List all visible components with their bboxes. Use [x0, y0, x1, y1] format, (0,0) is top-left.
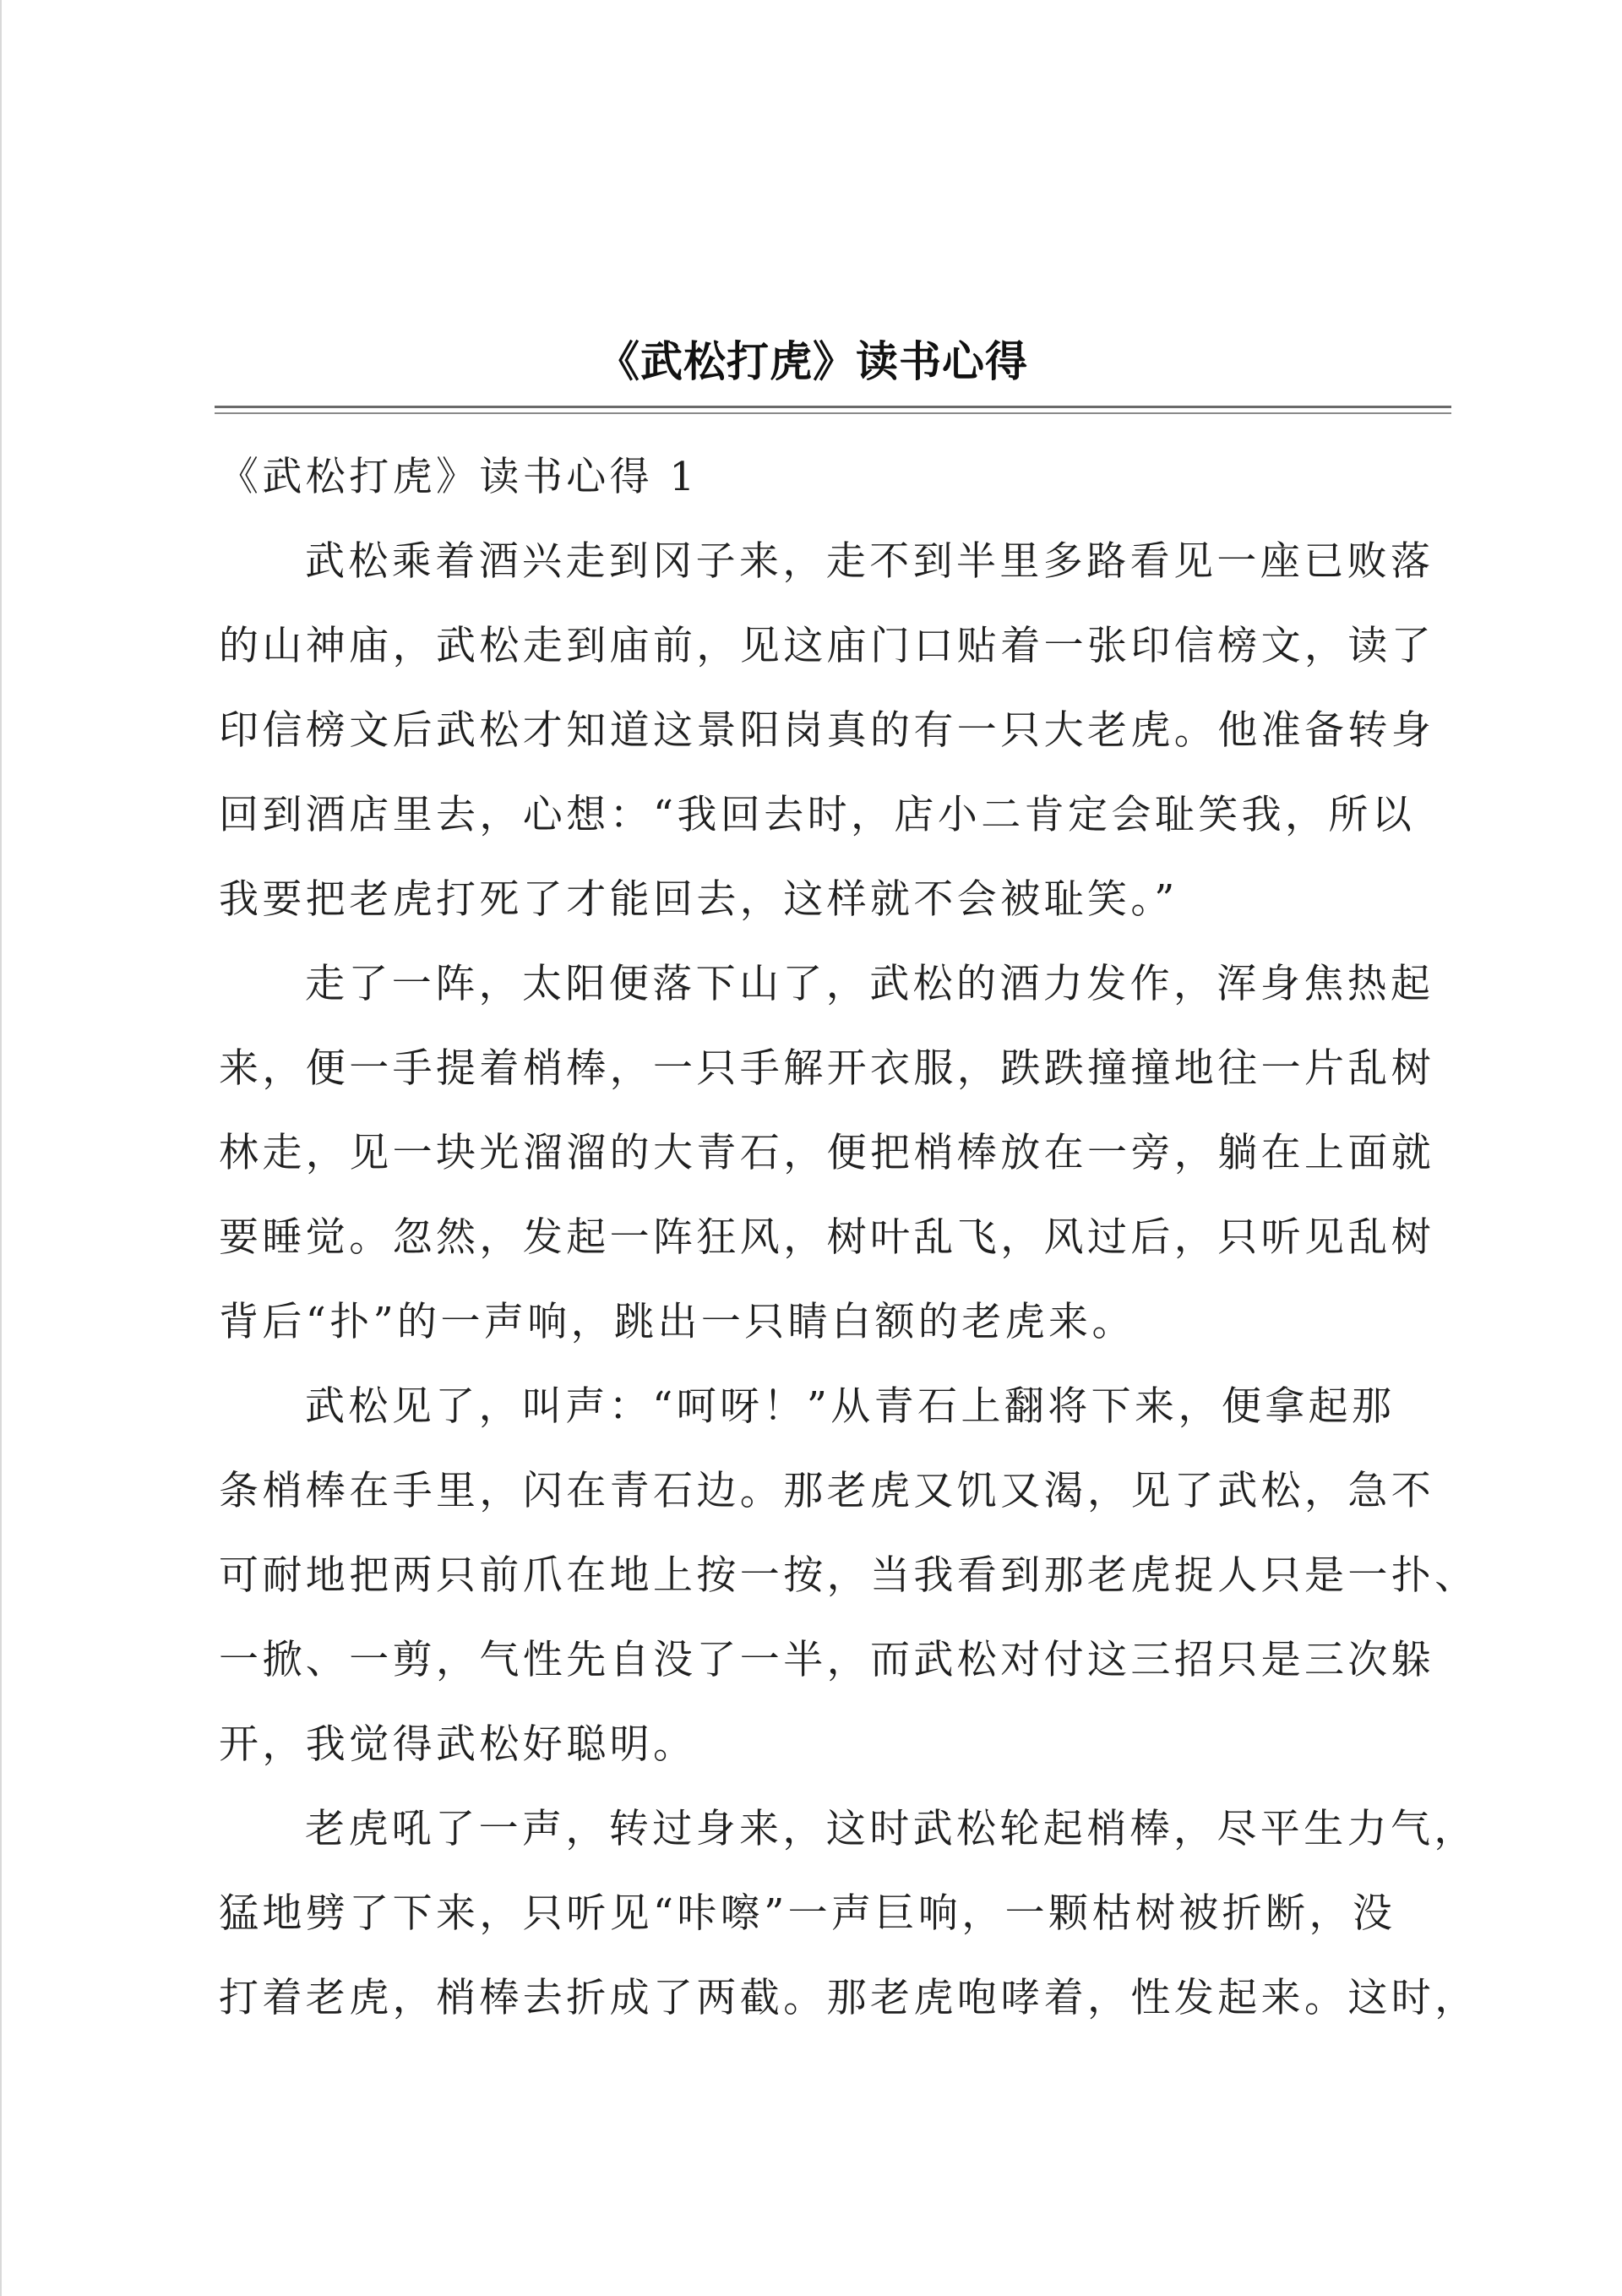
text-line: 的山神庙，武松走到庙前，见这庙门口贴着一张印信榜文，读了 [219, 623, 1435, 669]
text-line: 一掀、一剪，气性先自没了一半，而武松对付这三招只是三次躲 [219, 1637, 1435, 1683]
text-line: 我要把老虎打死了才能回去，这样就不会被耻笑。” [219, 876, 1178, 923]
text-line: 老虎吼了一声，转过身来，这时武松轮起梢棒，尽平生力气， [305, 1806, 1478, 1852]
text-line: 走了一阵，太阳便落下山了，武松的酒力发作，浑身焦热起 [305, 961, 1434, 1007]
section-heading: 《武松打虎》读书心得 1 [219, 454, 699, 500]
text-line: 猛地劈了下来，只听见“咔嚓”一声巨响，一颗枯树被折断，没 [219, 1890, 1396, 1937]
text-line: 印信榜文后武松才知道这景阳岗真的有一只大老虎。他准备转身 [219, 707, 1435, 754]
document-body [219, 435, 1478, 2041]
text-line: 背后“扑”的一声响，跳出一只睛白额的老虎来。 [219, 1299, 1135, 1345]
text-line: 来，便一手提着梢棒，一只手解开衣服，跌跌撞撞地往一片乱树 [219, 1045, 1435, 1092]
text-line: 开，我觉得武松好聪明。 [219, 1721, 697, 1768]
page-title: 《武松打虎》读书心得 [597, 336, 1028, 386]
text-line: 要睡觉。忽然，发起一阵狂风，树叶乱飞，风过后，只听见乱树 [219, 1214, 1435, 1261]
text-line: 打着老虎，梢棒去折成了两截。那老虎咆哮着，性发起来。这时， [219, 1975, 1478, 2021]
text-line: 武松见了，叫声：“呵呀！”从青石上翻将下来，便拿起那 [305, 1383, 1396, 1430]
text-line: 回到酒店里去，心想：“我回去时，店小二肯定会耻笑我，所以 [219, 792, 1416, 838]
text-line: 可耐地把两只前爪在地上按一按，当我看到那老虎捉人只是一扑、 [219, 1552, 1478, 1599]
text-line: 林走，见一块光溜溜的大青石，便把梢棒放在一旁，躺在上面就 [219, 1130, 1435, 1176]
title-divider [215, 406, 1451, 414]
text-line: 条梢棒在手里，闪在青石边。那老虎又饥又渴，见了武松，急不 [219, 1468, 1435, 1514]
text-line: 武松乘着酒兴走到冈子来，走不到半里多路看见一座已败落 [305, 538, 1434, 585]
